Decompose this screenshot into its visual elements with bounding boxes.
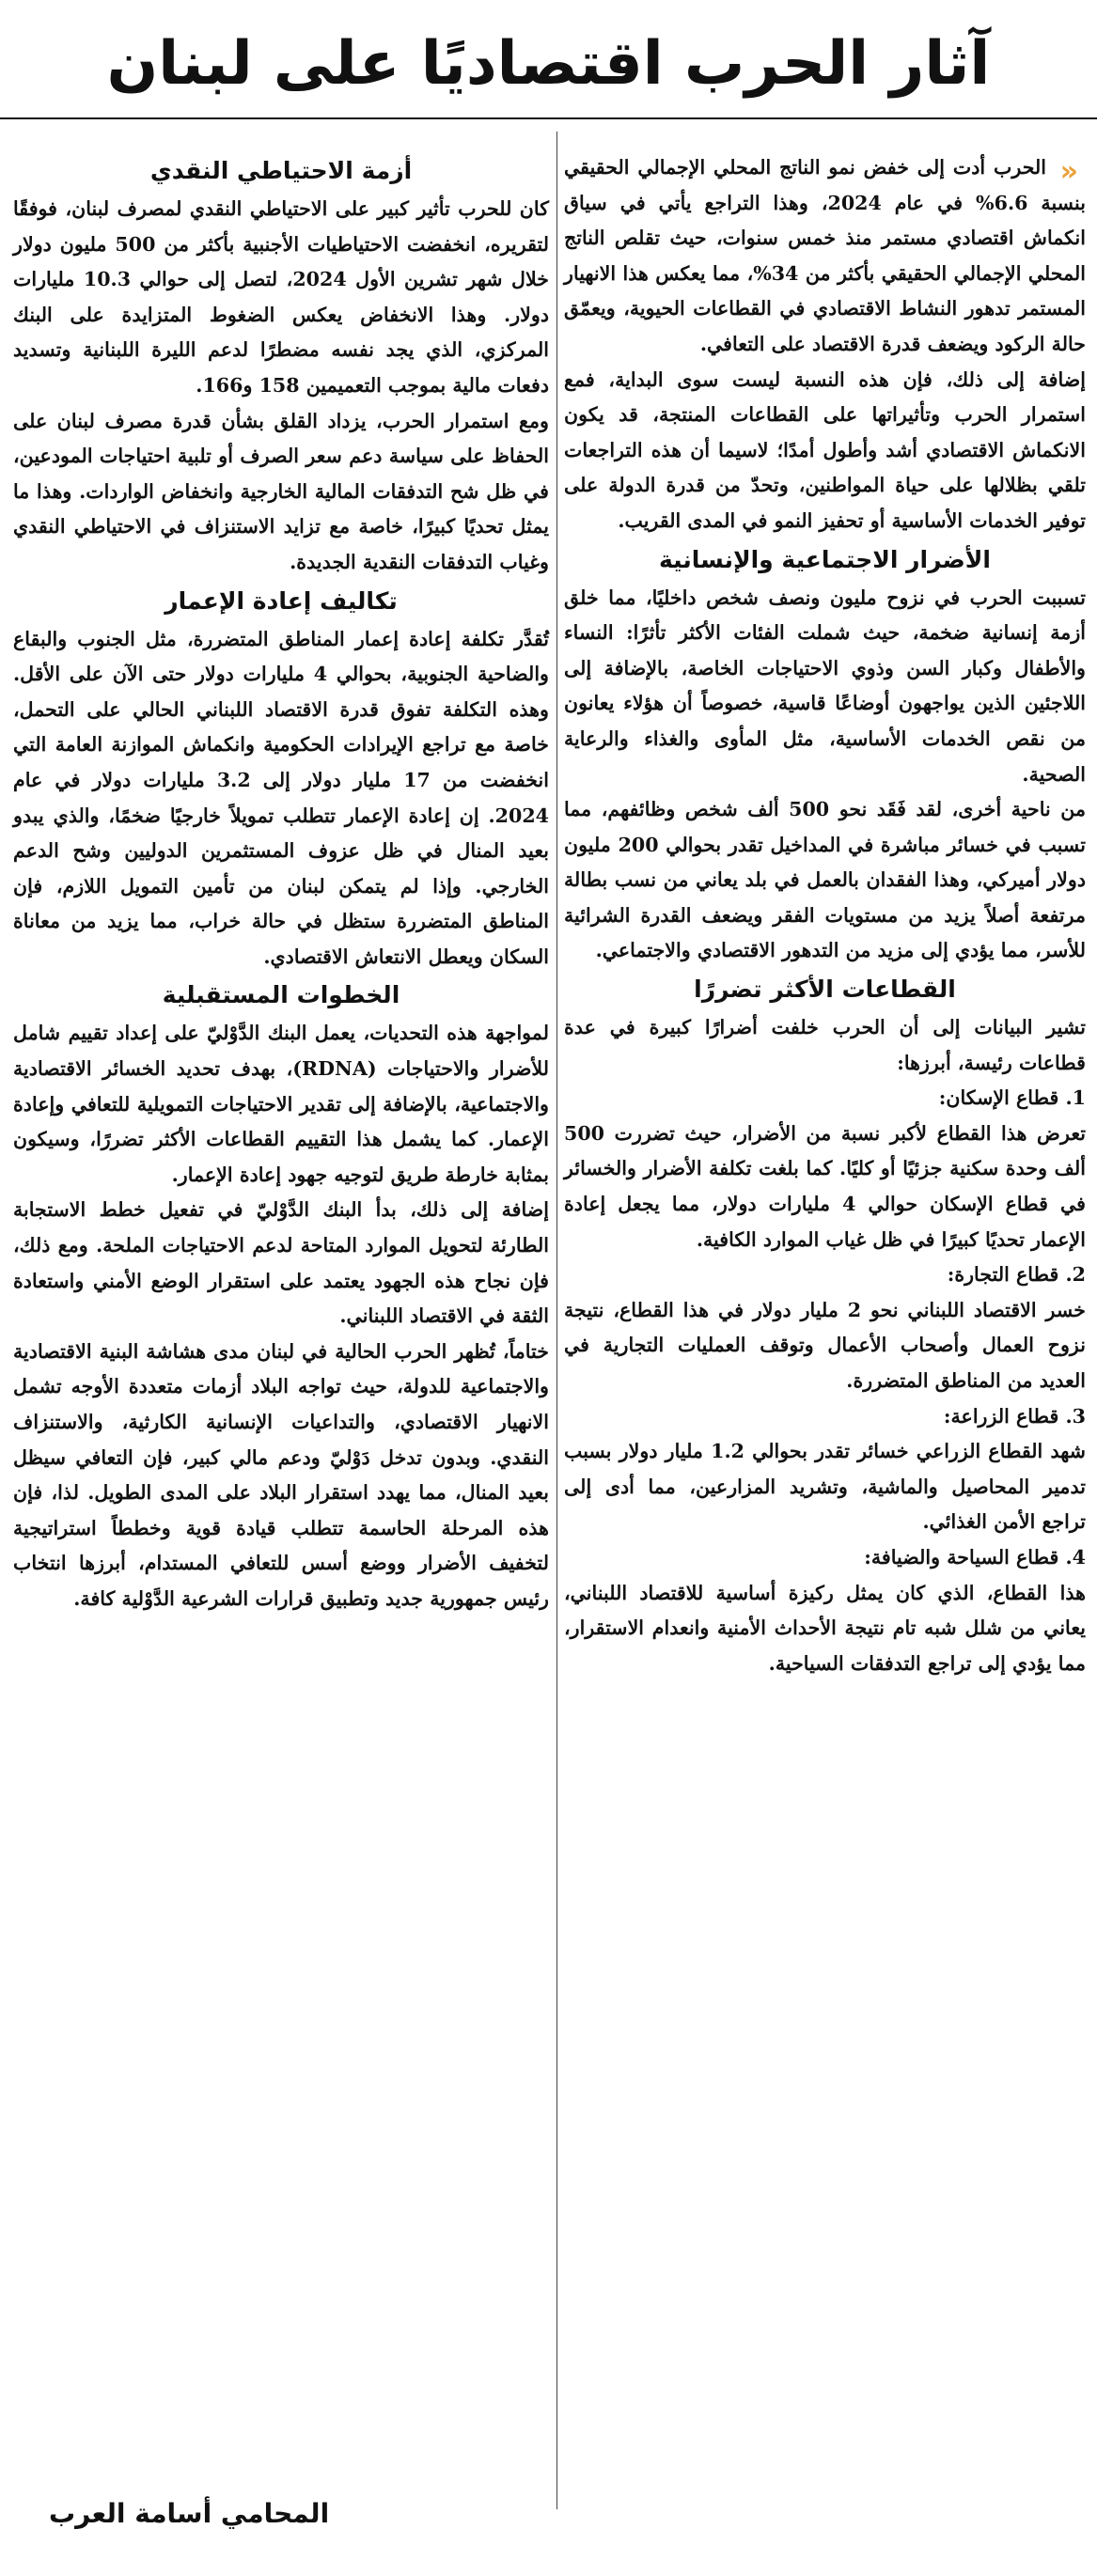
author-byline: المحامي أسامة العرب (49, 2498, 330, 2529)
left-column (13, 150, 549, 1617)
body-paragraph: تشير البيانات إلى أن الحرب خلفت أضرارًا كبيرة في عدة قطاعات رئيسة، أبرزها: (564, 1016, 1086, 1074)
sector-label: 2. قطاع التجارة: (947, 1263, 1086, 1287)
body-paragraph: من ناحية أخرى، لقد فَقَد نحو 500 ألف شخص وظائفهم، مما تسبب في خسائر مباشرة في المداخيل تقدر بحوالي 200 مليون دولار أميركي، وهذا الفقدان بالعمل في بلد يعاني من نسب بطالة مرتفعة أصلاً يزيد من مستويات الفقر ويضعف القدرة الشرائية للأسر، مما يؤدي إلى مزيد من التدهور الاقتصادي والاجتماعي. (564, 798, 1086, 962)
sector-label: 1. قطاع الإسكان: (938, 1086, 1086, 1110)
body-paragraph: إضافة إلى ذلك، بدأ البنك الدَّوْليّ في تفعيل خطط الاستجابة الطارئة لتحويل الموارد المتاحة لدعم الاحتياجات الملحة. ومع ذلك، فإن نجاح هذه الجهود يعتمد على استقرار الوضع الأمني واستعادة الثقة في الاقتصاد اللبناني. (13, 1198, 549, 1328)
intro-section (564, 150, 1086, 539)
body-paragraph: تسببت الحرب في نزوح مليون ونصف شخص داخليًا، مما خلق أزمة إنسانية ضخمة، حيث شملت الفئات الأكثر تأثرًا: النساء والأطفال وكبار السن وذوي الاحتياجات الخاصة، بالإضافة إلى اللاجئين الذين يواجهون أوضاعًا قاسية، خصوصاً أن هؤلاء يعانون من نقص الخدمات الأساسية، مثل المأوى والغذاء والرعاية الصحية. (564, 585, 1086, 786)
sector-text: تعرض هذا القطاع لأكبر نسبة من الأضرار، حيث تضررت 500 ألف وحدة سكنية جزئيًا أو كليًا. كما بلغت تكلفة الأضرار والخسائر في قطاع الإسكان حوالي 4 مليارات دولار، مما يجعل إعادة الإعمار تحديًا كبيرًا في ظل غياب الموارد الكافية. (564, 1121, 1087, 1251)
right-column (564, 150, 1086, 1681)
double-chevron-left-icon: « (1059, 155, 1078, 188)
page-title: آثار الحرب اقتصاديًا على لبنان (106, 29, 991, 99)
sector-label: 4. قطاع السياحة والضيافة: (864, 1545, 1086, 1569)
section-heading-future: الخطوات المستقبلية (162, 981, 400, 1009)
intro-paragraph: إضافة إلى ذلك، فإن هذه النسبة ليست سوى البداية، فمع استمرار الحرب وتأثيراتها على القطاعات المنتجة، قد يكون الانكماش الاقتصادي أشد وأطول أمدًا؛ لاسيما أن هذه التراجعات تلقي بظلالها على حياة المواطنين، وتحدّ من قدرة الدولة على توفير الخدمات الأساسية أو تحفيز النمو في المدى القريب. (564, 367, 1086, 532)
sector-text: شهد القطاع الزراعي خسائر تقدر بحوالي 1.2 مليار دولار بسبب تدمير المحاصيل والماشية، وتشريد المزارعين، مما أدى إلى تراجع الأمن الغذائي. (564, 1440, 1086, 1534)
section-heading-reconstruction: تكاليف إعادة الإعمار (165, 586, 398, 615)
sector-text: خسر الاقتصاد اللبناني نحو 2 مليار دولار في هذا القطاع، نتيجة نزوح العمال وأصحاب الأعمال وتوقف العمليات التجارية في العديد من المناطق المتضررة. (564, 1298, 1086, 1392)
body-paragraph: لمواجهة هذه التحديات، يعمل البنك الدَّوْليّ على إعداد تقييم شامل للأضرار والاحتياجات (RDNA)، بهدف تحديد الخسائر الاقتصادية والاجتماعية، بالإضافة إلى تقدير الاحتياجات التمويلية للتعافي وإعادة الإعمار. كما يشمل هذا التقييم القطاعات الأكثر تضررًا، وسيكون بمثابة خارطة طريق لتوجيه جهود إعادة الإعمار. (13, 1022, 549, 1186)
sector-text: هذا القطاع، الذي كان يمثل ركيزة أساسية للاقتصاد اللبناني، يعاني من شلل شبه تام نتيجة الأحداث الأمنية وانعدام الاستقرار، مما يؤدي إلى تراجع التدفقات السياحية. (564, 1581, 1086, 1675)
body-paragraph: ومع استمرار الحرب، يزداد القلق بشأن قدرة مصرف لبنان على الحفاظ على سياسة دعم سعر الصرف أو تلبية احتياجات المودعين، في ظل شح التدفقات المالية الخارجية وانخفاض الواردات. وهذا ما يمثل تحديًا كبيرًا، خاصة مع تزايد الاستنزاف في الاحتياطي النقدي وغياب التدفقات النقدية الجديدة. (13, 409, 549, 573)
intro-paragraph: الحرب أدت إلى خفض نمو الناتج المحلي الإجمالي الحقيقي بنسبة 6.6% في عام 2024، وهذا التراجع يأتي في سياق انكماش اقتصادي مستمر منذ خمس سنوات، حيث تقلص الناتج المحلي الإجمالي الحقيقي بأكثر من 34%، مما يعكس هذا الانهيار المستمر تدهور النشاط الاقتصادي في القطاعات الحيوية، ويعمّق حالة الركود ويضعف قدرة الاقتصاد على التعافي. (564, 156, 1086, 355)
section-heading-sectors: القطاعات الأكثر تضررًا (694, 976, 956, 1004)
section-heading-reserves: أزمة الاحتياطي النقدي (149, 157, 413, 184)
body-paragraph: تُقدَّر تكلفة إعادة إعمار المناطق المتضررة، مثل الجنوب والبقاع والضاحية الجنوبية، بحوالي 4 مليارات دولار حتى الآن على الأقل. وهذه التكلفة تفوق قدرة الاقتصاد اللبناني الحالي على التحمل، خاصة مع تراجع الإيرادات الحكومية وانكماش الموازنة العامة التي انخفضت من 17 مليار دولار إلى 3.2 مليارات دولار في عام 2024. إن إعادة الإعمار تتطلب تمويلاً خارجيًا ضخمًا، والذي يبدو بعيد المنال في ظل عزوف المستثمرين الدوليين وشح الدعم الخارجي. وإذا لم يتمكن لبنان من تأمين التمويل اللازم، فإن المناطق المتضررة ستظل في حالة خراب، مما يزيد من معاناة السكان ويعطل الانتعاش الاقتصادي. (13, 627, 550, 968)
title-divider (0, 117, 1097, 119)
sector-label: 3. قطاع الزراعة: (943, 1404, 1086, 1428)
body-paragraph: كان للحرب تأثير كبير على الاحتياطي النقدي لمصرف لبنان، فوفقًا لتقريره، انخفضت الاحتياطيات الأجنبية بأكثر من 500 مليون دولار خلال شهر تشرين الأول 2024، لتصل إلى حوالي 10.3 مليارات دولار. وهذا الانخفاض يعكس الضغوط المتزايدة على البنك المركزي، الذي يجد نفسه مضطرًا لدعم الليرة اللبنانية وتسديد دفعات مالية بموجب التعميمين 158 و166. (13, 197, 549, 397)
section-heading-social: الأضرار الاجتماعية والإنسانية (659, 545, 991, 573)
column-divider (556, 132, 557, 2509)
body-paragraph: ختاماً، تُظهر الحرب الحالية في لبنان مدى هشاشة البنية الاقتصادية والاجتماعية للدولة، حيث تواجه البلاد أزمات متعددة الأوجه تشمل الانهيار الاقتصادي، والتداعيات الإنسانية الكارثية، والاستنزاف النقدي. وبدون تدخل دَوْليّ ودعم مالي كبير، فإن التعافي سيظل بعيد المنال، مما يهدد استقرار البلاد على المدى الطويل. لذا، فإن هذه المرحلة الحاسمة تتطلب قيادة قوية وخططاً استراتيجية لتخفيف الأضرار ووضع أسس للتعافي المستدام، أبرزها انتخاب رئيس جمهورية جديد وتطبيق قرارات الشرعية الدَّوْلية كافة. (13, 1339, 549, 1610)
